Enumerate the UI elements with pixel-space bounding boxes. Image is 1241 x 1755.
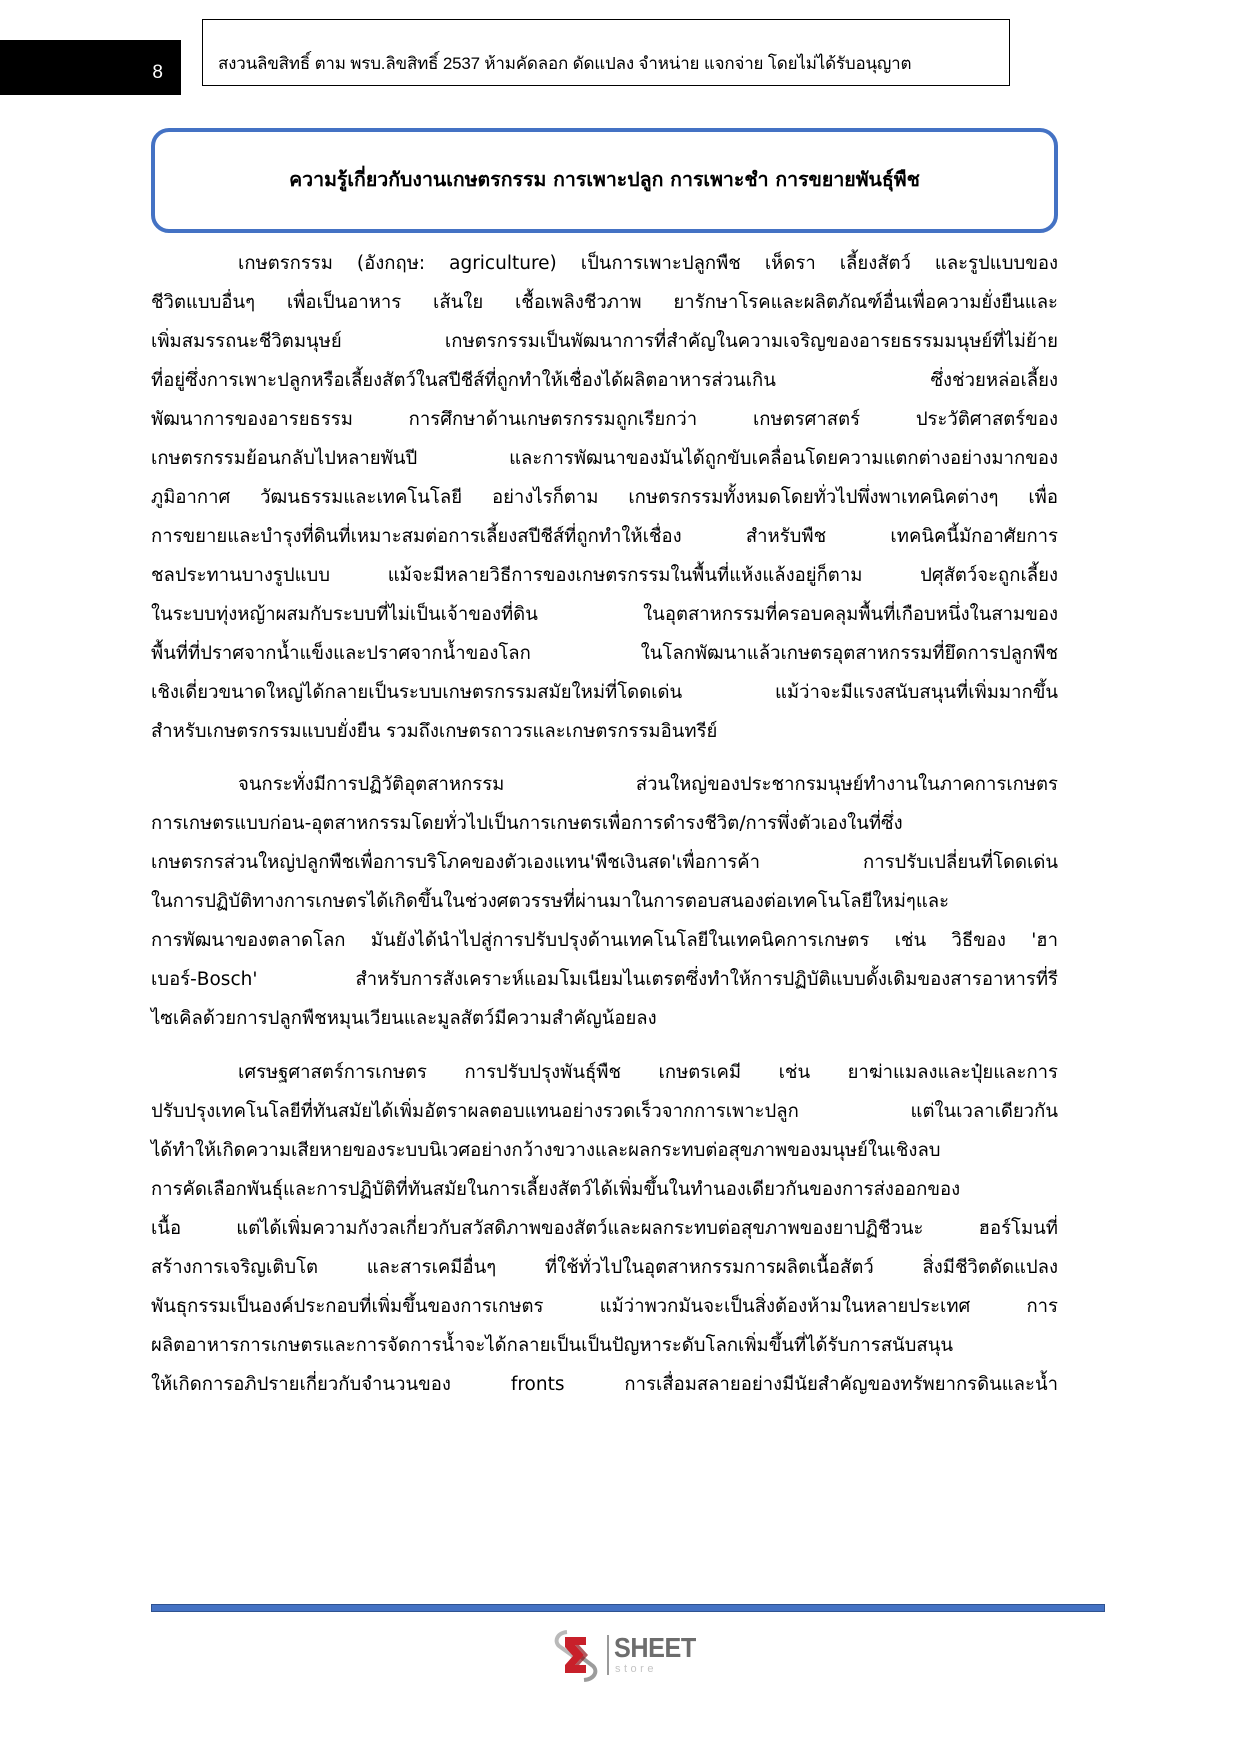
text-line: ภูมิอากาศ วัฒนธรรมและเทคโนโลยี อย่างไรก็ตาม เกษตรกรรมทั้งหมดโดยทั่วไปพึ่งพาเทคนิคต่างๆ เพื่อ	[151, 487, 1058, 508]
text-line: การเกษตรแบบก่อน-อุตสาหกรรมโดยทั่วไปเป็นการเกษตรเพื่อการดำรงชีวิต/การพึ่งตัวเองในที่ซึ่ง	[151, 813, 903, 834]
text-line: เนื้อ แต่ได้เพิ่มความกังวลเกี่ยวกับสวัสดิภาพของสัตว์และผลกระทบต่อสุขภาพของยาปฏิชีวนะ ฮอร์โมนที่	[151, 1218, 1058, 1239]
copyright-notice-box	[202, 19, 1010, 86]
text-line: ในการปฏิบัติทางการเกษตรได้เกิดขึ้นในช่วงศตวรรษที่ผ่านมาในการตอบสนองต่อเทคโนโลยีใหม่ๆและ	[151, 891, 950, 912]
section-title: ความรู้เกี่ยวกับงานเกษตรกรรม การเพาะปลูก การเพาะชำ การขยายพันธุ์พืช	[289, 168, 920, 191]
text-line: ให้เกิดการอภิปรายเกี่ยวกับจำนวนของ fronts การเสื่อมสลายอย่างมีนัยสำคัญของทรัพยากรดินและน้ำ	[151, 1374, 1058, 1395]
page-number-tab	[0, 40, 181, 95]
sheet-store-logo	[553, 1629, 733, 1683]
text-line: การคัดเลือกพันธุ์และการปฏิบัติที่ทันสมัยในการเลี้ยงสัตว์ได้เพิ่มขึ้นในทำนองเดียวกันของการส่งออกของ	[151, 1179, 961, 1200]
text-line: เศรษฐศาสตร์การเกษตร การปรับปรุงพันธุ์พืช เกษตรเคมี เช่น ยาฆ่าแมลงและปุ๋ยและการ	[238, 1062, 1058, 1083]
text-line: ปรับปรุงเทคโนโลยีที่ทันสมัยได้เพิ่มอัตราผลตอบแทนอย่างรวดเร็วจากการเพาะปลูก แต่ในเวลาเดียวกัน	[151, 1101, 1058, 1122]
text-line: พัฒนาการของอารยธรรม การศึกษาด้านเกษตรกรรมถูกเรียกว่า เกษตรศาสตร์ ประวัติศาสตร์ของ	[151, 409, 1058, 430]
text-line: เบอร์-Bosch' สำหรับการสังเคราะห์แอมโมเนียมไนเตรตซึ่งทำให้การปฏิบัติแบบดั้งเดิมของสารอาหารที่รี	[151, 969, 1058, 990]
text-line: ในระบบทุ่งหญ้าผสมกับระบบที่ไม่เป็นเจ้าของที่ดิน ในอุตสาหกรรมที่ครอบคลุมพื้นที่เกือบหนึ่งในสามของ	[151, 604, 1058, 625]
page-number: 8	[152, 62, 163, 83]
footer-rule	[151, 1604, 1105, 1612]
section-title-box	[151, 128, 1058, 233]
logo-divider	[607, 1635, 609, 1675]
text-line: เชิงเดี่ยวขนาดใหญ่ได้กลายเป็นระบบเกษตรกรรมสมัยใหม่ที่โดดเด่น แม้ว่าจะมีแรงสนับสนุนที่เพิ่มมากขึ้น	[151, 682, 1058, 703]
copyright-notice: สงวนลิขสิทธิ์ ตาม พรบ.ลิขสิทธิ์ 2537 ห้ามคัดลอก ดัดแปลง จำหน่าย แจกจ่าย โดยไม่ได้รับอนุญาต	[218, 54, 912, 73]
text-line: พื้นที่ที่ปราศจากน้ำแข็งและปราศจากน้ำของโลก ในโลกพัฒนาแล้วเกษตรอุตสาหกรรมที่ยึดการปลูกพืช	[151, 643, 1058, 664]
text-line: เกษตรกรรม (อังกฤษ: agriculture) เป็นการเพาะปลูกพืช เห็ดรา เลี้ยงสัตว์ และรูปแบบของ	[238, 253, 1058, 274]
text-line: ผลิตอาหารการเกษตรและการจัดการน้ำจะได้กลายเป็นเป็นปัญหาระดับโลกเพิ่มขึ้นที่ได้รับการสนับสนุน	[151, 1335, 954, 1356]
text-line: การขยายและบำรุงที่ดินที่เหมาะสมต่อการเลี้ยงสปีชีส์ที่ถูกทำให้เชื่อง สำหรับพืช เทคนิคนี้มักอาศัยการ	[151, 526, 1058, 547]
text-line: สร้างการเจริญเติบโต และสารเคมีอื่นๆ ที่ใช้ทั่วไปในอุตสาหกรรมการผลิตเนื้อสัตว์ สิ่งมีชีวิตดัดแปลง	[151, 1257, 1058, 1278]
text-line: ได้ทำให้เกิดความเสียหายของระบบนิเวศอย่างกว้างขวางและผลกระทบต่อสุขภาพของมนุษย์ในเชิงลบ	[151, 1140, 941, 1161]
text-line: ที่อยู่ซึ่งการเพาะปลูกหรือเลี้ยงสัตว์ในสปีชีส์ที่ถูกทำให้เชื่องได้ผลิตอาหารส่วนเกิน ซึ่งช่วยหล่อเลี้ยง	[151, 370, 1058, 391]
text-line: เพิ่มสมรรถนะชีวิตมนุษย์ เกษตรกรรมเป็นพัฒนาการที่สำคัญในความเจริญของอารยธรรมมนุษย์ที่ไม่ย้าย	[151, 331, 1058, 352]
text-line: จนกระทั่งมีการปฏิวัติอุตสาหกรรม ส่วนใหญ่ของประชากรมนุษย์ทำงานในภาคการเกษตร	[238, 774, 1058, 795]
text-line: ชลประทานบางรูปแบบ แม้จะมีหลายวิธีการของเกษตรกรรมในพื้นที่แห้งแล้งอยู่ก็ตาม ปศุสัตว์จะถูกเลี้ยง	[151, 565, 1058, 586]
logo-wordmark: SHEET	[614, 1632, 696, 1663]
text-line: เกษตรกรส่วนใหญ่ปลูกพืชเพื่อการบริโภคของตัวเองแทน'พืชเงินสด'เพื่อการค้า การปรับเปลี่ยนที่โดดเด่น	[151, 852, 1058, 873]
text-line: การพัฒนาของตลาดโลก มันยังได้นำไปสู่การปรับปรุงด้านเทคโนโลยีในเทคนิคการเกษตร เช่น วิธีของ 'ฮา	[151, 930, 1058, 951]
logo-subtext: store	[615, 1663, 657, 1675]
text-line: พันธุกรรมเป็นองค์ประกอบที่เพิ่มขึ้นของการเกษตร แม้ว่าพวกมันจะเป็นสิ่งต้องห้ามในหลายประเทศ การ	[151, 1296, 1058, 1317]
text-line: สำหรับเกษตรกรรมแบบยั่งยืน รวมถึงเกษตรถาวรและเกษตรกรรมอินทรีย์	[151, 721, 718, 742]
text-line: ไซเคิลด้วยการปลูกพืชหมุนเวียนและมูลสัตว์มีความสำคัญน้อยลง	[151, 1008, 657, 1029]
text-line: เกษตรกรรมย้อนกลับไปหลายพันปี และการพัฒนาของมันได้ถูกขับเคลื่อนโดยความแตกต่างอย่างมากของ	[151, 448, 1058, 469]
text-line: ชีวิตแบบอื่นๆ เพื่อเป็นอาหาร เส้นใย เชื้อเพลิงชีวภาพ ยารักษาโรคและผลิตภัณฑ์อื่นเพื่อความยั่งยืนและ	[151, 292, 1058, 313]
s-logo-icon	[553, 1629, 599, 1683]
